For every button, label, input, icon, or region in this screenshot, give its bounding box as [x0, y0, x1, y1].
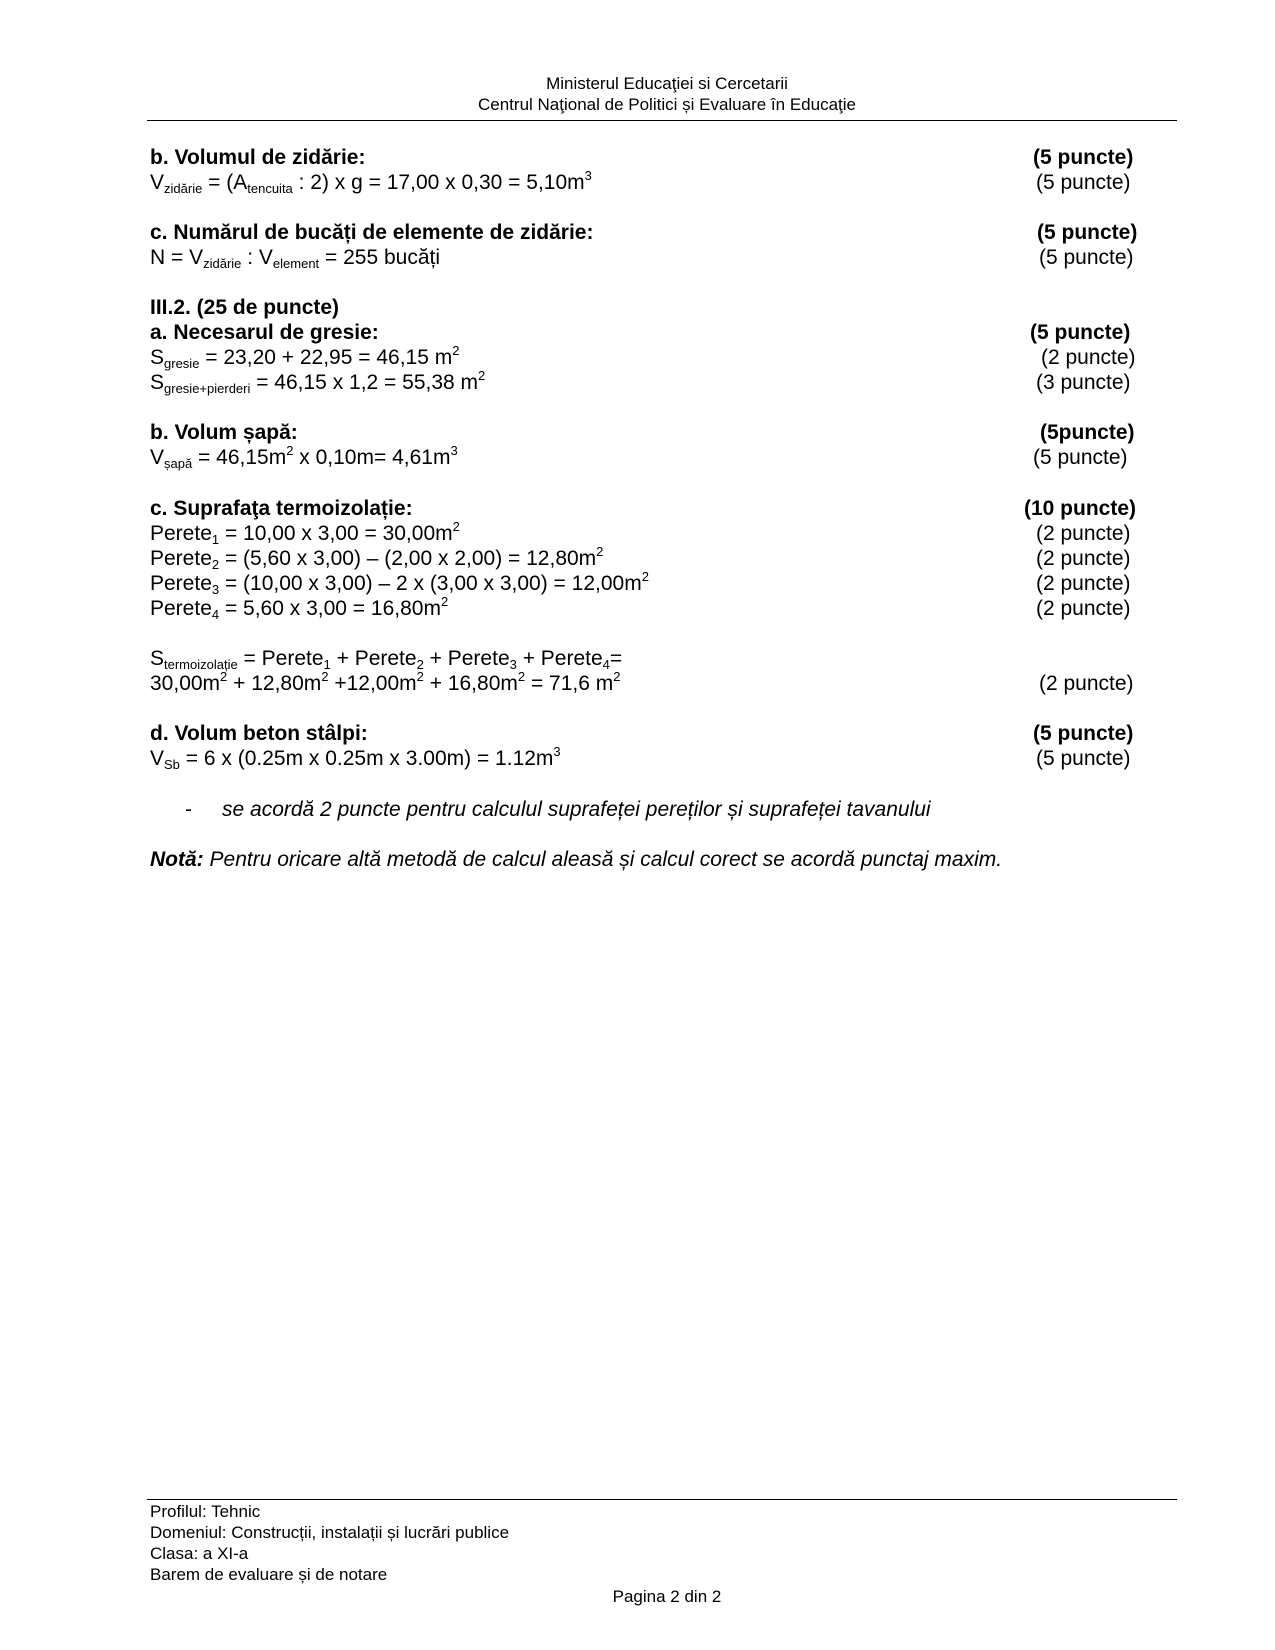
formula-suprafata-termoizolatie: $S_{termoizolație}$ = Perete$_1$ + Perete$_2$ + Perete$_3$ + Perete$_4$= [150, 647, 623, 672]
section-points: (5 puncte) [1030, 321, 1131, 344]
formula-points: (2 puncte) [1041, 346, 1136, 369]
formula-points: (2 puncte) [1036, 547, 1131, 570]
bullet-dash: - [185, 798, 192, 821]
formula-volum-sapa: $V_{șapă} = 46,15m^2$ x $0,10m= 4,61m^3$ [150, 443, 458, 471]
formula-suprafata-gresie: $S_{gresie} = 23,20 + 22,95 = 46,15$ $m^2$ [150, 343, 460, 371]
header-center: Centrul Naţional de Politici și Evaluare în Educaţie [478, 95, 856, 114]
section-points: (5 puncte) [1037, 221, 1138, 244]
formula-points: (5 puncte) [1036, 171, 1131, 194]
section-title-volum-beton: d. Volum beton stâlpi: [150, 722, 368, 745]
bullet-text: se acordă 2 puncte pentru calculul suprafeței pereților și suprafeței tavanului [222, 798, 931, 821]
section-points: (5 puncte) [1033, 146, 1134, 169]
section-points: (10 puncte) [1024, 497, 1137, 520]
footer-barem: Barem de evaluare și de notare [150, 1565, 388, 1584]
formula-points: (2 puncte) [1036, 597, 1131, 620]
header-ministry: Ministerul Educaţiei si Cercetarii [546, 74, 788, 93]
formula-points: (3 puncte) [1036, 371, 1131, 394]
formula-points: (2 puncte) [1036, 522, 1131, 545]
footer-clasa: Clasa: a XI-a [150, 1544, 249, 1563]
footer-domeniul: Domeniul: Construcții, instalații și lucrări publice [150, 1523, 510, 1542]
formula-numar-bucati: $N = V_{zidărie}$ : $V_{element} = 255$ bucăți [150, 246, 441, 271]
note-text: Pentru oricare altă metodă de calcul aleasă și calcul corect se acordă punctaj maxim. [203, 848, 1003, 871]
section-title-necesar-gresie: a. Necesarul de gresie: [150, 321, 379, 344]
note [150, 848, 1002, 872]
formula-volum-beton: $V_{Sb} = 6$ x (0.25m x 0.25m x $3.00m) = 1.12m^3$ [150, 744, 561, 772]
formula-perete-3: Perete$_3$ = (10,00 x 3,00) – 2 x (3,00 x $3,00) = 12,00m^2$ [150, 569, 649, 597]
section-points: (5puncte) [1040, 421, 1135, 444]
header-divider [147, 120, 1177, 121]
section-title-volum-zidarie: b. Volumul de zidărie: [150, 146, 366, 169]
section-title-numar-bucati: c. Numărul de bucăți de elemente de zidărie: [150, 221, 594, 244]
formula-points: (2 puncte) [1036, 572, 1131, 595]
formula-perete-2: Perete$_2$ = (5,60 x 3,00) – (2,00 x $2,00) = 12,80m^2$ [150, 544, 604, 572]
section-title-volum-sapa: b. Volum șapă: [150, 421, 298, 444]
formula-points: (2 puncte) [1039, 672, 1134, 695]
formula-points: (5 puncte) [1036, 747, 1131, 770]
page-number: Pagina 2 din 2 [612, 1587, 722, 1606]
footer-profil: Profilul: Tehnic [150, 1502, 261, 1521]
formula-points: (5 puncte) [1033, 446, 1128, 469]
subject-title-iii2: III.2. (25 de puncte) [150, 296, 340, 319]
formula-total-termoizolatie: $30,00m^2 + 12,80m^2 +12,00m^2 + 16,80m^2 = 71,6$ $m^2$ [150, 669, 621, 695]
formula-gresie-pierderi: $S_{gresie+pierderi} = 46,15$ x 1,2 = 55,38 $m^2$ [150, 368, 486, 396]
formula-volum-zidarie: $V_{zidărie} = (A_{tencuita}$ : 2) x g = 17,00 x $0,30 = 5,10m^3$ [150, 168, 592, 196]
note-label: Notă: [150, 848, 204, 871]
section-points: (5 puncte) [1033, 722, 1134, 745]
formula-points: (5 puncte) [1039, 246, 1134, 269]
formula-perete-1: Perete$_1$ = 10,00 x $3,00 = 30,00m^2$ [150, 519, 460, 547]
section-title-termoizolatie: c. Suprafaţa termoizolație: [150, 497, 413, 520]
footer-divider [147, 1499, 1177, 1500]
formula-perete-4: Perete$_4$ = 5,60 x $3,00 = 16,80m^2$ [150, 594, 449, 622]
